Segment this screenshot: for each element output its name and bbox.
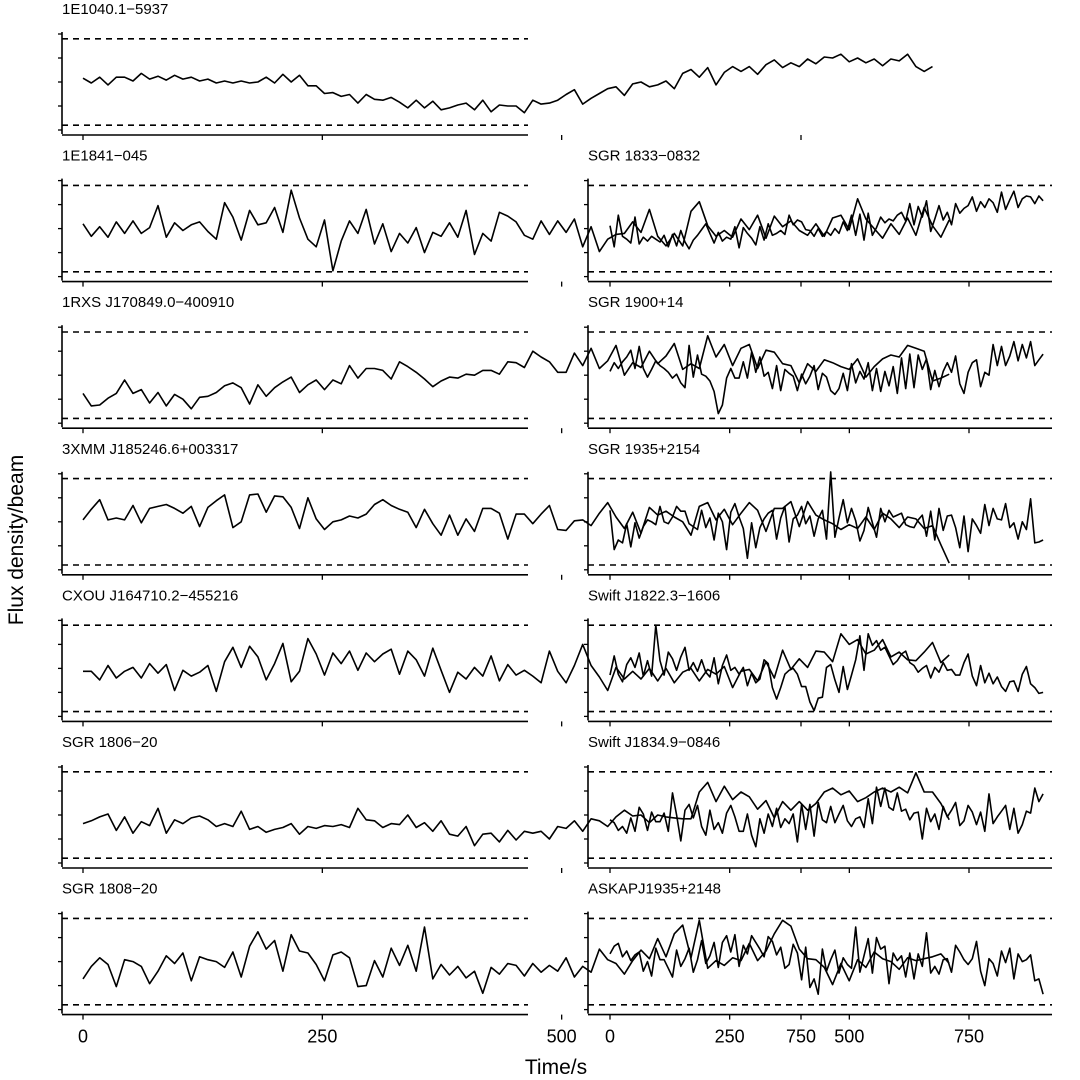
series-line bbox=[610, 342, 1043, 414]
panel-title: CXOU J164710.2−455216 bbox=[62, 587, 239, 605]
series-line bbox=[83, 54, 933, 112]
panel bbox=[584, 148, 1052, 287]
panel-title: SGR 1806−20 bbox=[62, 734, 158, 751]
y-axis-title: Flux density/beam bbox=[5, 454, 28, 626]
series-line bbox=[83, 336, 949, 409]
panel-title: 1E1040.1−5937 bbox=[62, 1, 169, 18]
panel bbox=[58, 734, 949, 873]
x-tick-label: 250 bbox=[714, 1026, 745, 1047]
series-line bbox=[610, 472, 1043, 558]
x-tick-label: 500 bbox=[546, 1026, 577, 1047]
panel-title: Swift J1834.9−0846 bbox=[588, 734, 721, 751]
panel bbox=[584, 881, 1052, 1020]
x-axis-title: Time/s bbox=[524, 1056, 588, 1079]
panel bbox=[58, 881, 949, 1020]
series-line bbox=[83, 634, 949, 693]
panel-title: 3XMM J185246.6+003317 bbox=[62, 440, 239, 458]
panel bbox=[584, 441, 1052, 580]
panel-title: SGR 1833−0832 bbox=[588, 147, 701, 165]
series-line bbox=[83, 494, 949, 563]
panel-title: SGR 1808−20 bbox=[62, 880, 158, 898]
series-line bbox=[610, 625, 1043, 710]
x-tick-label: 250 bbox=[307, 1026, 338, 1047]
panel bbox=[58, 441, 949, 580]
x-tick-label: 0 bbox=[604, 1026, 616, 1047]
x-tick-label: 750 bbox=[953, 1026, 985, 1047]
series-line bbox=[610, 191, 1043, 249]
panel bbox=[584, 294, 1052, 433]
panel-title: Swift J1822.3−1606 bbox=[588, 587, 721, 605]
x-tick-label: 0 bbox=[77, 1026, 89, 1047]
panel bbox=[58, 148, 949, 287]
panel bbox=[584, 587, 1052, 726]
series-line bbox=[610, 787, 1043, 847]
panel-title: 1E1841−045 bbox=[62, 147, 148, 165]
panels-group bbox=[58, 1, 1052, 1047]
panel bbox=[58, 1, 933, 140]
x-tick-label: 750 bbox=[785, 1026, 817, 1047]
panel-title: ASKAPJ1935+2148 bbox=[588, 880, 722, 898]
x-tick-label: 500 bbox=[834, 1026, 865, 1047]
panel-title: SGR 1900+14 bbox=[588, 294, 684, 312]
panel-title: SGR 1935+2154 bbox=[588, 440, 701, 458]
panel bbox=[58, 294, 949, 433]
panel-title: 1RXS J170849.0−400910 bbox=[62, 294, 235, 312]
series-line bbox=[610, 927, 1043, 994]
panel bbox=[584, 734, 1052, 873]
